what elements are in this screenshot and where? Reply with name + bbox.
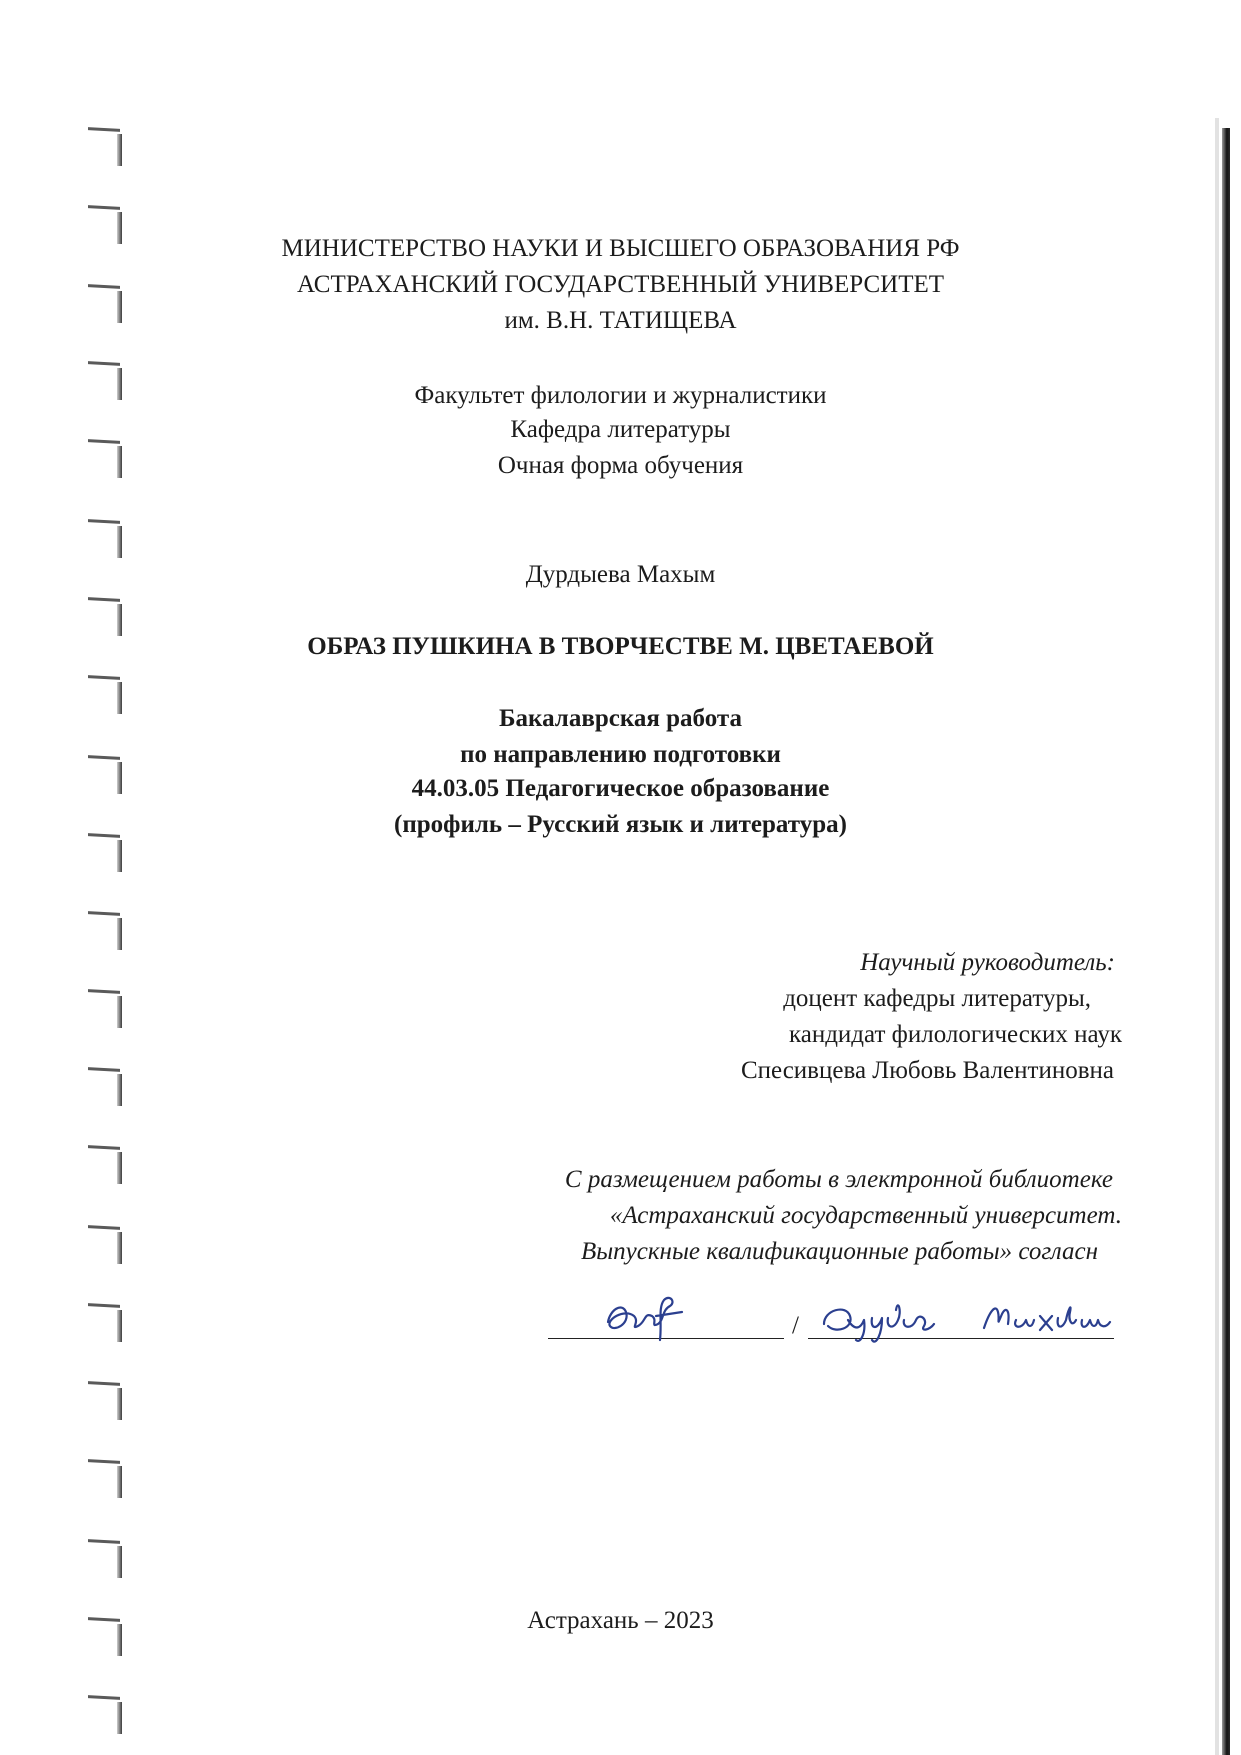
author-name: Дурдыева Махым [525,561,716,588]
department-name: Кафедра литературы [510,416,731,443]
binding-mark [88,912,122,954]
binding-mark [88,1304,122,1346]
supervisor-name: Спесивцева Любовь Валентиновна [740,1057,1114,1084]
university-name: АСТРАХАНСКИЙ ГОСУДАРСТВЕННЫЙ УНИВЕРСИТЕТ [296,271,945,298]
binding-mark [88,520,122,562]
binding-mark [88,1382,122,1424]
binding-mark [88,128,122,170]
binding-mark [88,1460,122,1502]
work-direction: по направлению подготовки [460,741,781,768]
work-type: Бакалаврская работа [499,705,742,732]
work-code: 44.03.05 Педагогическое образование [411,775,830,802]
signature-separator: / [792,1312,799,1339]
binding-mark [88,1540,122,1582]
consent-line-3: Выпускные квалификационные работы» согласн [580,1238,1098,1265]
consent-line-2: «Астраханский государственный университет. [609,1202,1122,1229]
ministry-name: МИНИСТЕРСТВО НАУКИ И ВЫСШЕГО ОБРАЗОВАНИЯ РФ [281,235,960,262]
work-profile: (профиль – Русский язык и литература) [394,811,847,838]
binding-mark [88,1226,122,1268]
consent-line-1: С размещением работы в электронной библиотеке [564,1166,1113,1193]
supervisor-position: доцент кафедры литературы, [783,985,1091,1012]
page-edge-highlight [1215,118,1219,1755]
handwritten-name [820,1290,1120,1350]
handwritten-signature [600,1282,710,1352]
thesis-title: ОБРАЗ ПУШКИНА В ТВОРЧЕСТВЕ М. ЦВЕТАЕВОЙ [307,633,934,660]
binding-mark [88,1696,122,1738]
supervisor-label: Научный руководитель: [860,949,1115,976]
city-year: Астрахань – 2023 [527,1607,714,1634]
binding-mark [88,1068,122,1110]
university-named-after: им. В.Н. ТАТИЩЕВА [504,307,737,334]
binding-mark [88,990,122,1032]
binding-mark [88,1146,122,1188]
supervisor-degree: кандидат филологических наук [788,1021,1122,1048]
study-form: Очная форма обучения [497,452,744,479]
page-edge-shadow [1222,128,1230,1755]
faculty-name: Факультет филологии и журналистики [414,382,827,409]
